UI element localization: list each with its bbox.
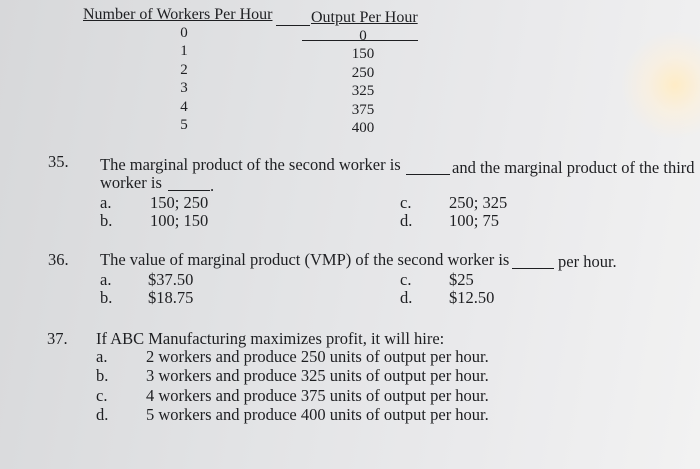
option-letter: d.	[400, 288, 413, 307]
option-text: $12.50	[449, 288, 495, 307]
option-letter: b.	[96, 366, 109, 385]
workers-cell: 3	[180, 80, 188, 96]
output-header: Output Per Hour	[311, 9, 418, 26]
option-letter: a.	[100, 193, 112, 212]
answer-blank	[168, 190, 210, 191]
workers-cell: 0	[180, 25, 188, 41]
workers-header: Number of Workers Per Hour	[83, 6, 273, 23]
option-letter: a.	[100, 270, 112, 289]
output-cell: 0	[359, 28, 367, 44]
workers-cell: 5	[180, 117, 188, 133]
question-text: .	[210, 176, 215, 195]
option-text: 2 workers and produce 250 units of output per hour.	[146, 347, 489, 366]
option-letter: b.	[100, 288, 113, 307]
option-text: 250; 325	[449, 193, 508, 212]
answer-blank	[406, 174, 450, 175]
output-cell: 375	[351, 102, 375, 118]
question-text: and the marginal product of the third	[452, 158, 695, 177]
option-letter: c.	[96, 386, 108, 405]
workers-cell: 1	[180, 43, 188, 59]
question-text: The value of marginal product (VMP) of the second worker is	[100, 250, 510, 269]
question-text: worker is	[100, 173, 162, 192]
question-number: 37.	[47, 329, 68, 348]
option-letter: d.	[400, 211, 413, 230]
question-number: 35.	[48, 152, 69, 171]
output-cell: 150	[351, 46, 375, 62]
option-letter: c.	[400, 270, 412, 289]
option-letter: c.	[400, 193, 412, 212]
question-text: The marginal product of the second worker is	[100, 155, 401, 174]
option-text: 5 workers and produce 400 units of output per hour.	[146, 405, 489, 424]
option-text: 100; 150	[150, 211, 209, 230]
workers-cell: 4	[180, 99, 188, 115]
question-text: per hour.	[558, 252, 617, 271]
option-text: 100; 75	[449, 211, 499, 230]
option-letter: d.	[96, 405, 109, 424]
light-glare	[620, 30, 700, 140]
answer-blank	[512, 268, 554, 269]
option-letter: b.	[100, 211, 113, 230]
option-letter: a.	[96, 347, 108, 366]
question-number: 36.	[48, 250, 69, 269]
option-text: 3 workers and produce 325 units of output per hour.	[146, 366, 489, 385]
option-text: 150; 250	[150, 193, 209, 212]
workers-cell: 2	[180, 62, 188, 78]
option-text: $25	[449, 270, 474, 289]
option-text: $18.75	[148, 288, 194, 307]
output-cell: 250	[351, 65, 375, 81]
output-cell: 400	[351, 120, 375, 136]
option-text: 4 workers and produce 375 units of output per hour.	[146, 386, 489, 405]
header-rule	[276, 25, 310, 26]
option-text: $37.50	[148, 270, 194, 289]
question-text: If ABC Manufacturing maximizes profit, it will hire:	[96, 329, 445, 348]
output-cell: 325	[351, 83, 375, 99]
